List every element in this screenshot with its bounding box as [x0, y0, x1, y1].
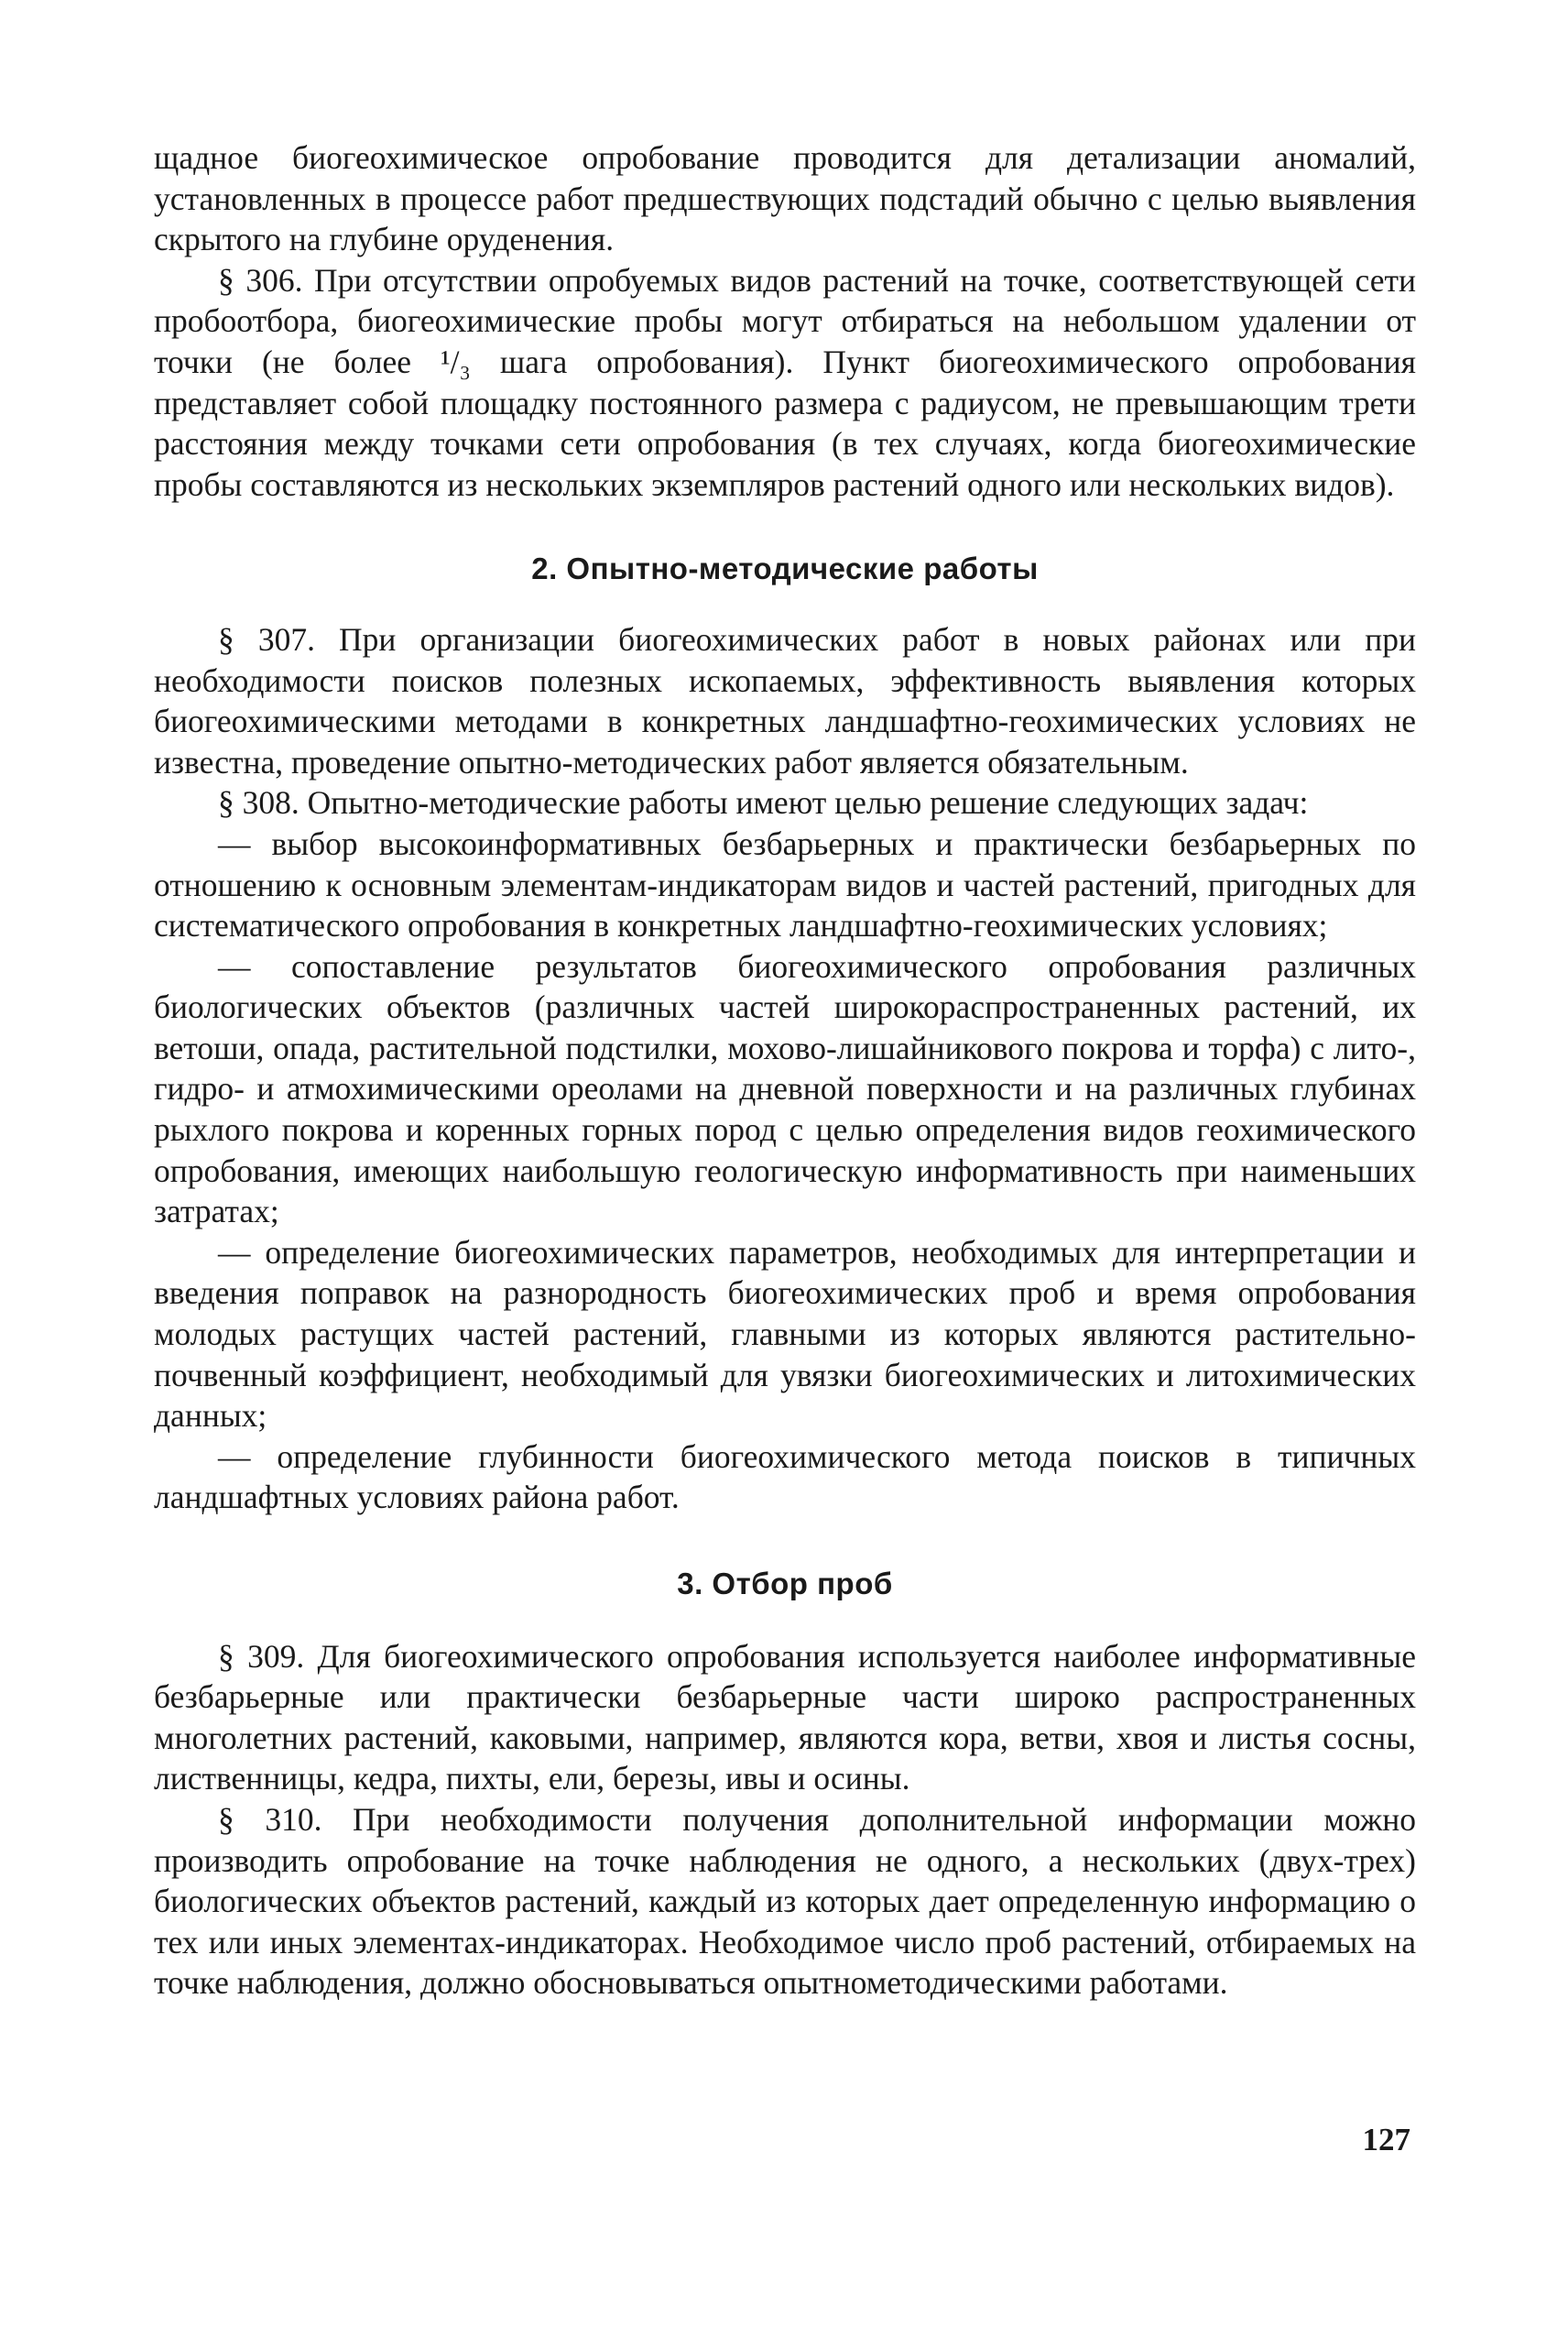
paragraph-306: § 306. При отсутствии опробуемых видов растений на точке, соответствующей сети пробоотбора, биогеохимические пробы могут отбираться на небольшом удалении от точки (не более ¹/₃ шага опробования). Пункт биогеохимического опробования представляет собой площадку постоянного размера с радиусом, не превышающим трети расстояния между точками сети опробования (в тех случаях, когда биогеохимические пробы составляются из нескольких экземпляров растений одного или нескольких видов).: [154, 261, 1416, 503]
page-body: [154, 137, 1416, 2004]
list-item-task-3: — определение биогеохимических параметров, необходимых для интерпретации и введения поправок на разнородность биогеохимических проб и время опробования молодых растущих частей растений, главными из которых являются растительно-почвенный коэффициент, необходимый для увязки биогеохимических и литохимических данных;: [154, 1233, 1416, 1435]
list-item-task-2: — сопоставление результатов биогеохимического опробования различных биологических объектов (различных частей широкораспространенных растений, их ветоши, опада, растительной подстилки, мохово-лишайникового покрова и торфа) с лито-, гидро- и атмохимическими ореолами на дневной поверхности и на различных глубинах рыхлого покрова и коренных горных пород с целью определения видов геохимического опробования, имеющих наибольшую геологическую информативность при наименьших затратах;: [154, 947, 1416, 1230]
paragraph-308: § 308. Опытно-методические работы имеют целью решение следующих задач:: [218, 784, 1309, 822]
section-heading-3: 3. Отбор проб: [677, 1567, 893, 1600]
paragraph-309: § 309. Для биогеохимического опробования используется наиболее информативные безбарьерные или практически безбарьерные части широко распространенных многолетних растений, каковыми, например, являются кора, ветви, хвоя и листья сосны, лиственницы, кедра, пихты, ели, березы, ивы и осины.: [154, 1637, 1416, 1797]
list-item-task-1: — выбор высокоинформативных безбарьерных и практически безбарьерных по отношению к основным элементам-индикаторам видов и частей растений, пригодных для систематического опробования в конкретных ландшафтно-геохимических условиях;: [154, 824, 1416, 945]
paragraph-307: § 307. При организации биогеохимических работ в новых районах или при необходимости поисков полезных ископаемых, эффективность выявления которых биогеохимическими методами в конкретных ландшафтно-геохимических условиях не известна, проведение опытно-методических работ является обязательным.: [154, 620, 1416, 781]
section-heading-2: 2. Опытно-методические работы: [531, 551, 1039, 586]
list-item-task-4: — определение глубинности биогеохимического метода поисков в типичных ландшафтных условиях района работ.: [154, 1437, 1416, 1516]
page-number: 127: [1362, 2122, 1410, 2157]
paragraph-continuation: щадное биогеохимическое опробование проводится для детализации аномалий, установленных в процессе работ предшествующих подстадий обычно с целью выявления скрытого на глубине оруденения.: [154, 139, 1416, 258]
paragraph-310: § 310. При необходимости получения дополнительной информации можно производить опробование на точке наблюдения не одного, а нескольких (двух-трех) биологических объектов растений, каждый из которых дает определенную информацию о тех или иных элементах-индикаторах. Необходимое число проб растений, отбираемых на точке наблюдения, должно обосновываться опытнометодическими работами.: [154, 1800, 1416, 2002]
